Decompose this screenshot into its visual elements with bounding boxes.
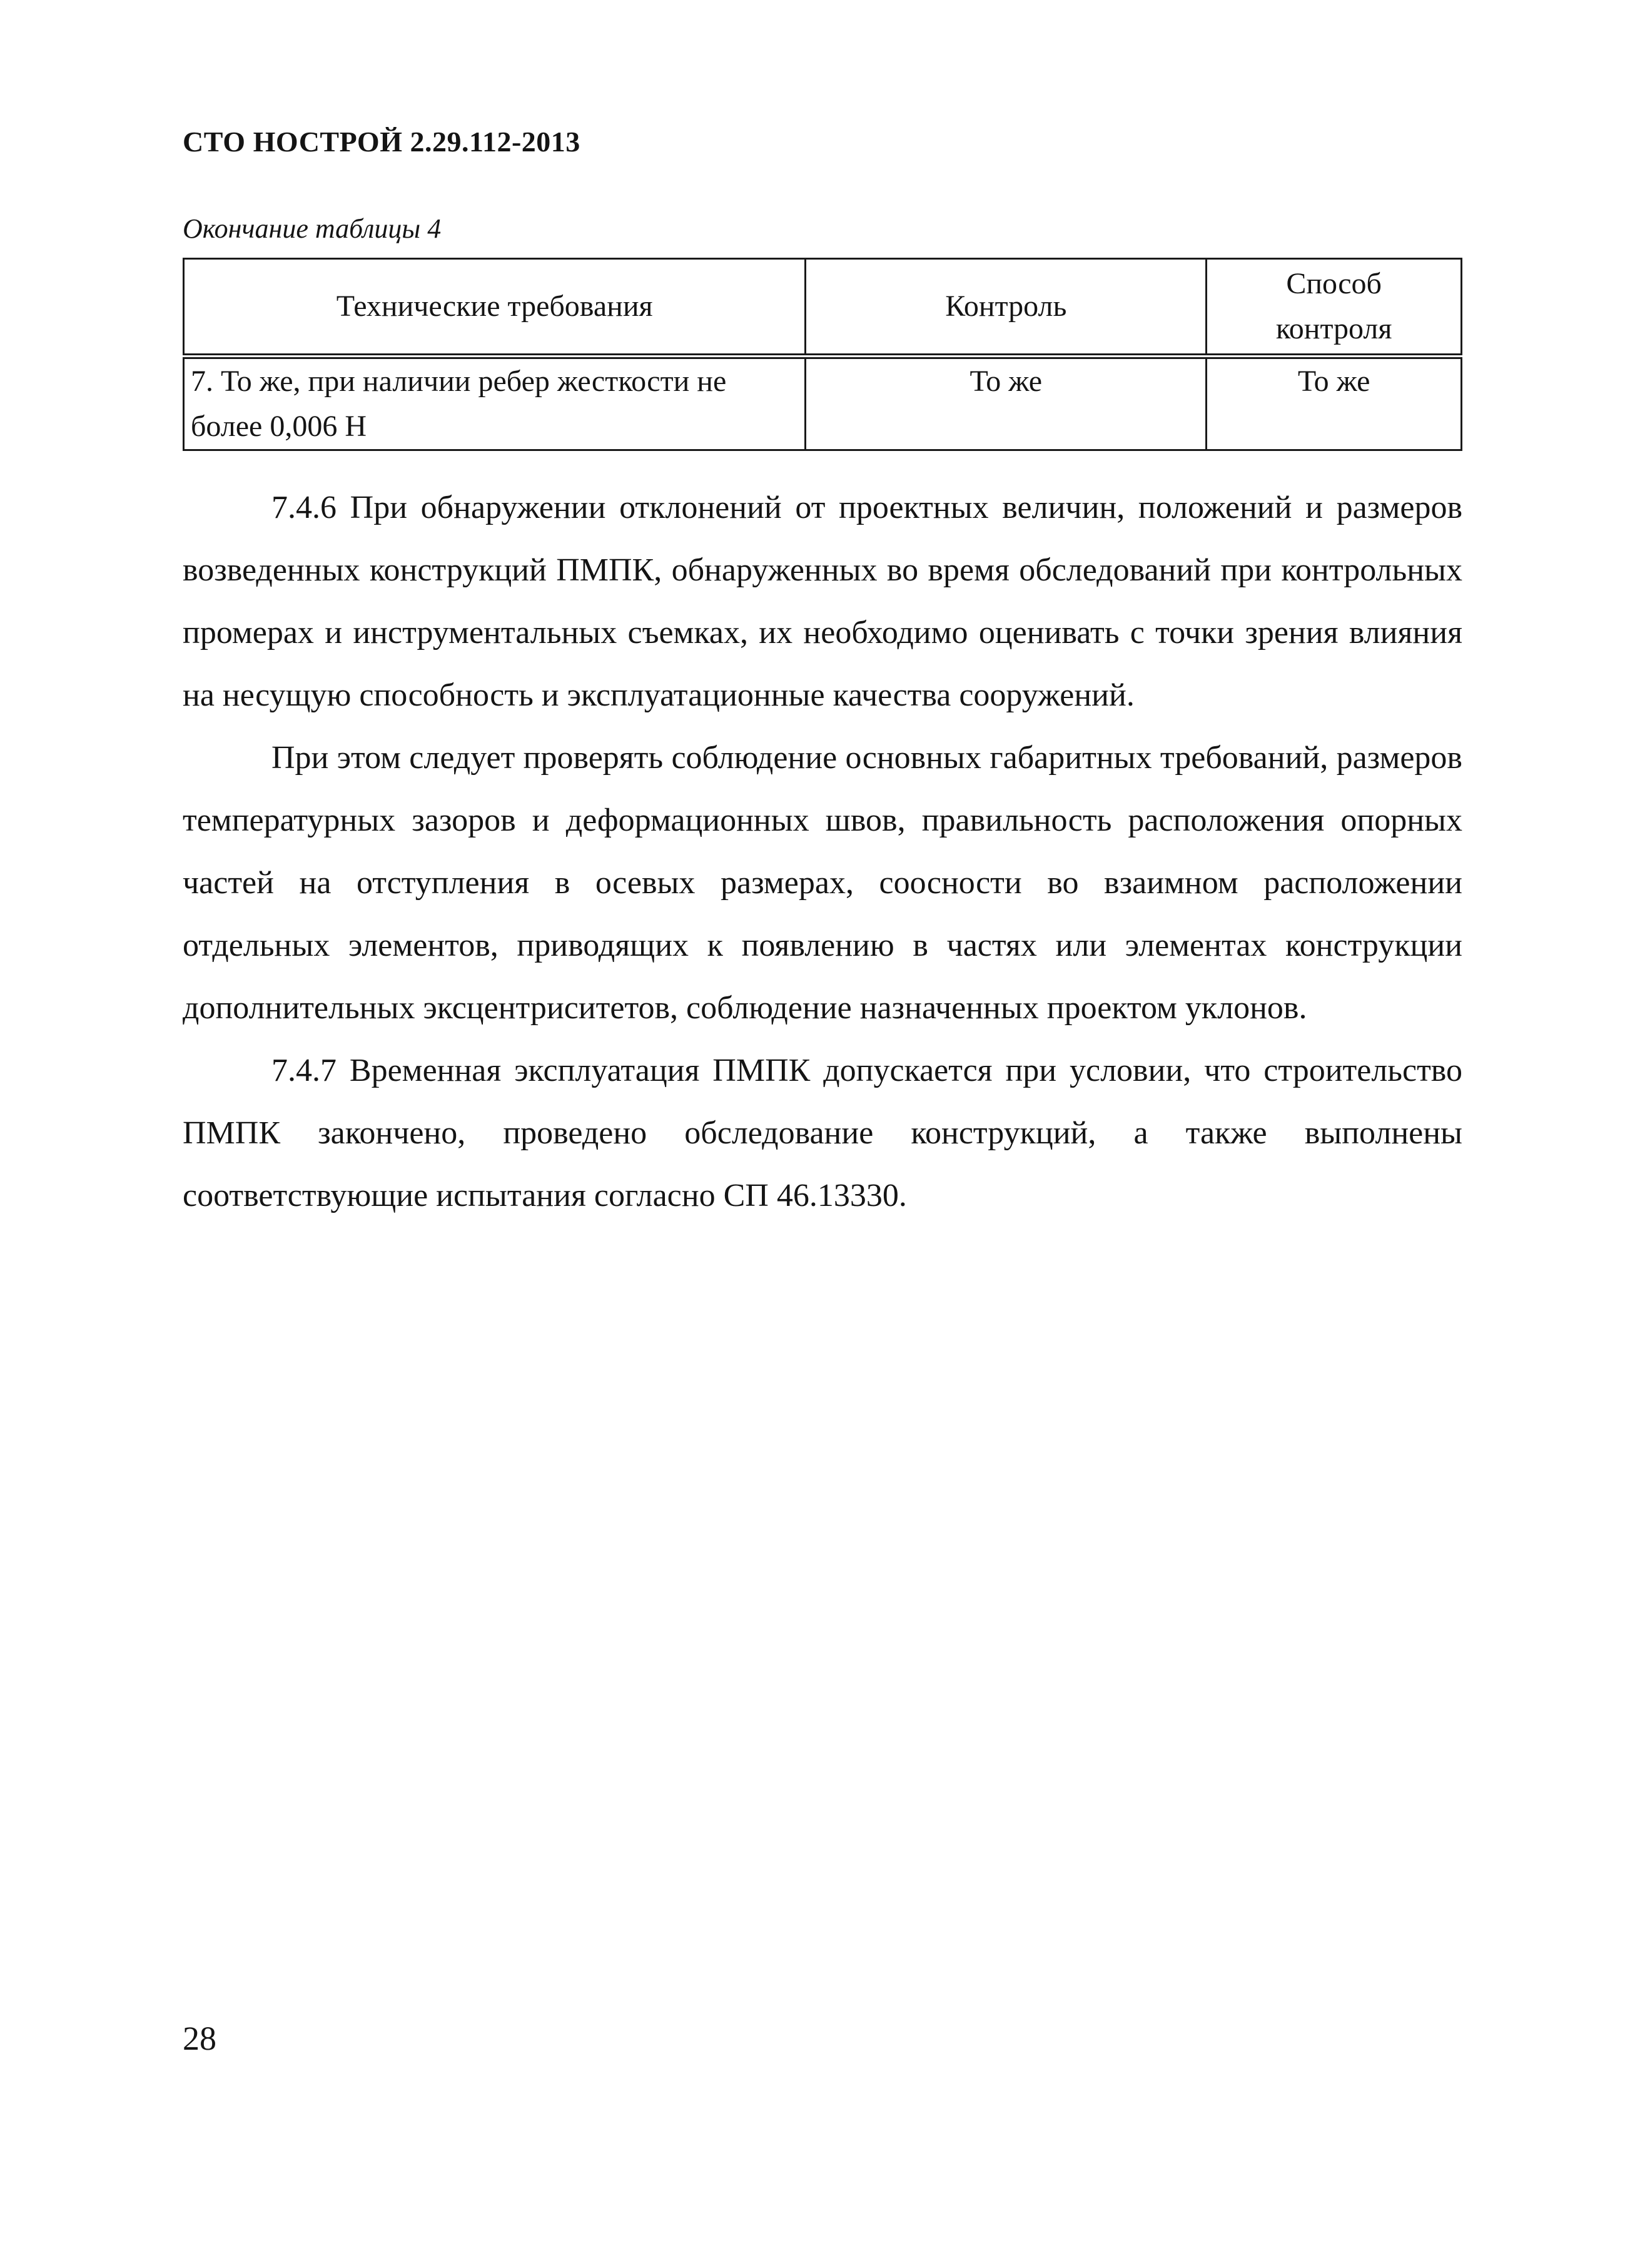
table-cell-requirement: 7. То же, при наличии ребер жесткости не более 0,006 Н: [184, 357, 806, 450]
page-number: 28: [183, 2020, 216, 2057]
body-text: [183, 477, 1462, 1227]
column-header-requirements: Технические требования: [184, 259, 806, 357]
requirements-table: [183, 258, 1462, 451]
paragraph-7-4-7: 7.4.7 Временная эксплуатация ПМПК допускается при условии, что строительство ПМПК закончено, проведено обследование конструкций, а также выполнены соответствующие испытания согласно СП 46.13330.: [183, 1053, 1462, 1213]
paragraph-7-4-6: 7.4.6 При обнаружении отклонений от проектных величин, положений и размеров возведенных конструкций ПМПК, обнаруженных во время обследований при контрольных промерах и инструментальных съемках, их необходимо оценивать с точки зрения влияния на несущую способность и эксплуатационные качества сооружений.: [183, 490, 1462, 713]
table-cell-method: То же: [1207, 357, 1462, 450]
column-header-method: Способ контроля: [1207, 259, 1462, 357]
table-caption: Окончание таблицы 4: [183, 213, 442, 244]
column-header-control: Контроль: [806, 259, 1207, 357]
table-cell-control: То же: [806, 357, 1207, 450]
table-row: [184, 357, 1462, 450]
table-header-row: [184, 259, 1462, 357]
paragraph-requirements: При этом следует проверять соблюдение основных габаритных требований, размеров температурных зазоров и деформационных швов, правильность расположения опорных частей на отступления в осевых размерах, соосности во взаимном расположении отдельных элементов, приводящих к появлению в частях или элементах конструкции дополнительных эксцентриситетов, соблюдение назначенных проектом уклонов.: [183, 740, 1462, 1026]
document-header: СТО НОСТРОЙ 2.29.112-2013: [183, 126, 580, 158]
